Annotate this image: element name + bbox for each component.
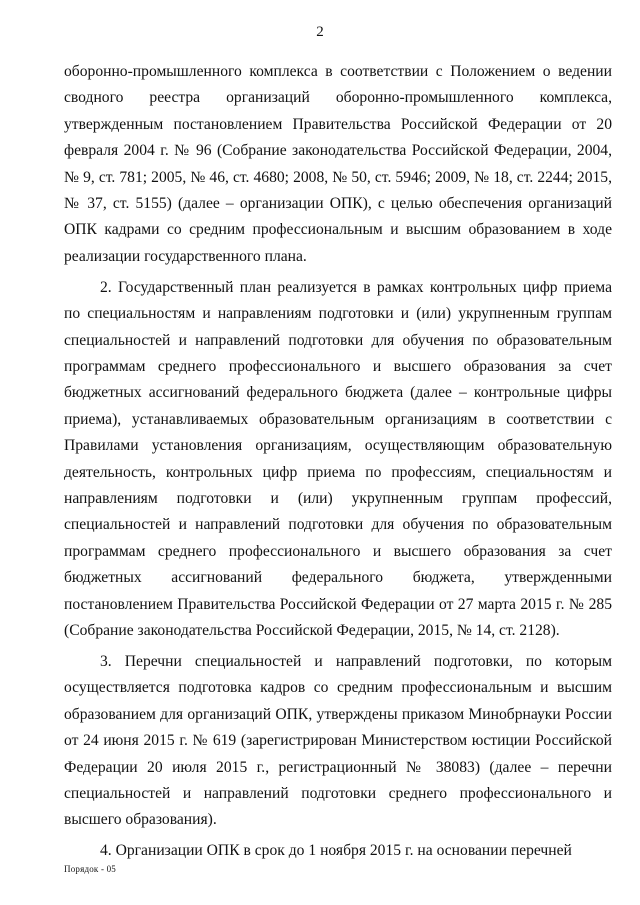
- paragraph-item-3: 3. Перечни специальностей и направлений подготовки, по которым осуществляется подготовка кадров со средним профессиональным и высшим образованием для организаций ОПК, утверждены приказом Минобрнауки России от 24 июня 2015 г. № 619 (зарегистрирован Министерством юстиции Российской Федерации 20 июля 2015 г., регистрационный № 38083) (далее – перечни специальностей и направлений подготовки среднего профессионального и высшего образования).: [64, 652, 612, 829]
- page-number: 2: [316, 24, 324, 40]
- paragraph-item-4: 4. Организации ОПК в срок до 1 ноября 2015 г. на основании перечней: [100, 842, 572, 860]
- footer-mark: Порядок - 05: [64, 864, 116, 874]
- document-body: [64, 59, 612, 869]
- paragraph-continuation: оборонно-промышленного комплекса в соответствии с Положением о ведении сводного реестра организаций оборонно-промышленного комплекса, утвержденным постановлением Правительства Российской Федерации от 20 февраля 2004 г. № 96 (Собрание законодательства Российской Федерации, 2004, № 9, ст. 781; 2005, № 46, ст. 4680; 2008, № 50, ст. 5946; 2009, № 18, ст. 2244; 2015, № 37, ст. 5155) (далее – организации ОПК), с целью обеспечения организаций ОПК кадрами со средним профессиональным и высшим образованием в ходе реализации государственного плана.: [64, 63, 612, 265]
- paragraph-item-2: 2. Государственный план реализуется в рамках контрольных цифр приема по специальностям и направлениям подготовки и (или) укрупненным группам специальностей и направлений подготовки для обучения по образовательным программам среднего профессионального и высшего образования за счет бюджетных ассигнований федерального бюджета (далее – контрольные цифры приема), устанавливаемых образовательным организациям в соответствии с Правилами установления организациям, осуществляющим образовательную деятельность, контрольных цифр приема по профессиям, специальностям и направлениям подготовки и (или) укрупненным группам профессий, специальностей и направлений подготовки для обучения по образовательным программам среднего профессионального и высшего образования за счет бюджетных ассигнований федерального бюджета, утвержденными постановлением Правительства Российской Федерации от 27 марта 2015 г. № 285 (Собрание законодательства Российской Федерации, 2015, № 14, ст. 2128).: [64, 278, 612, 640]
